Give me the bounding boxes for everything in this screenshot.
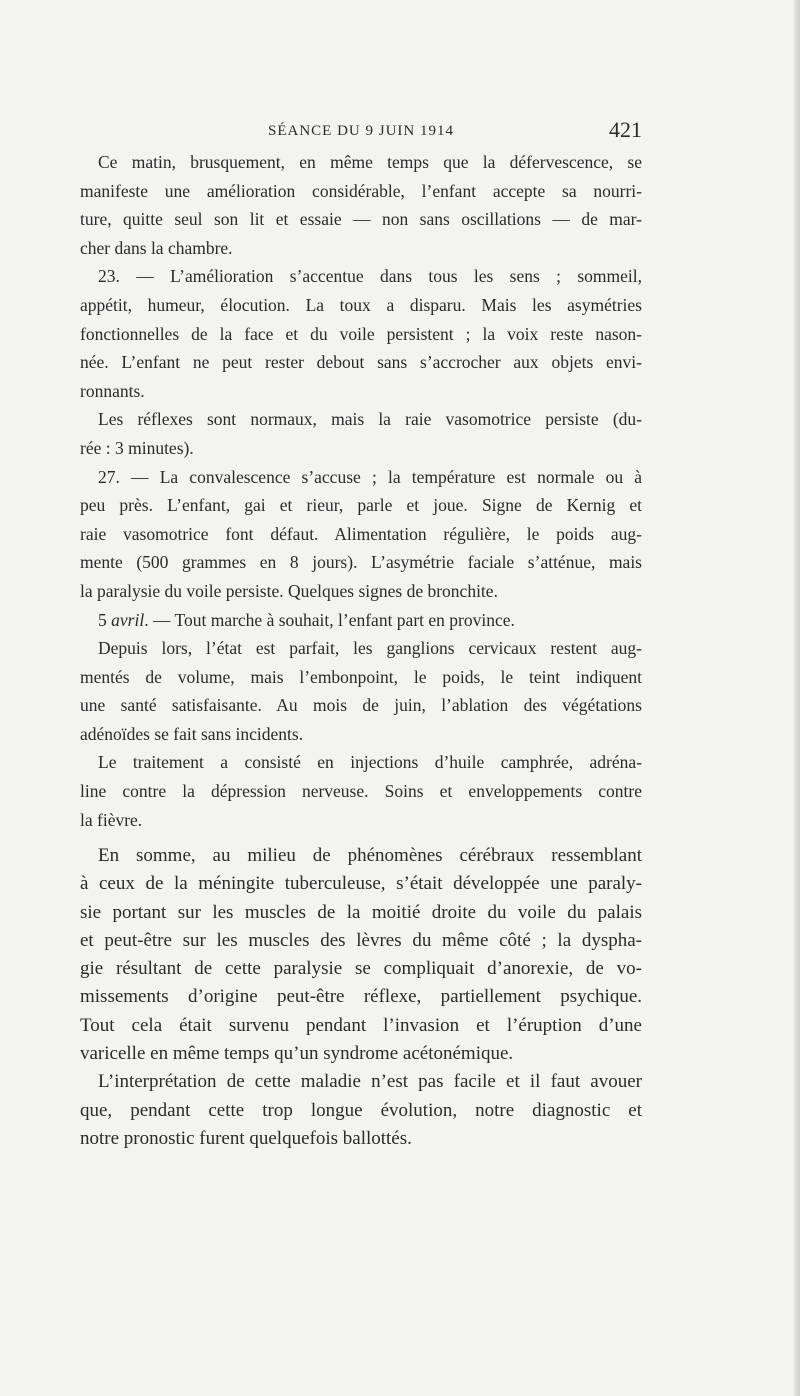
- summary-section: [80, 842, 642, 1153]
- text-line: adénoïdes se fait sans incidents.: [80, 723, 304, 744]
- text-line: fonctionnelles de la face et du voile persistent ; la voix reste nason-: [80, 323, 642, 344]
- text-line: Les réflexes sont normaux, mais la raie vasomotrice persiste (du-: [98, 409, 642, 430]
- case-notes-section: [80, 148, 642, 834]
- text-line: appétit, humeur, élocution. La toux a disparu. Mais les asymétries: [80, 294, 642, 315]
- text-line: que, pendant cette trop longue évolution, notre diagnostic et: [80, 1099, 642, 1121]
- text-line: ture, quitte seul son lit et essaie — non sans oscillations — de mar-: [80, 209, 642, 230]
- text-line: la paralysie du voile persiste. Quelques signes de bronchite.: [80, 580, 498, 601]
- text-line: line contre la dépression nerveuse. Soins et enveloppements contre: [80, 781, 642, 802]
- text-line: 27. — La convalescence s’accuse ; la température est normale ou à: [98, 466, 642, 487]
- text-line: à ceux de la méningite tuberculeuse, s’était développée une paraly-: [80, 873, 642, 895]
- text-line: En somme, au milieu de phénomènes cérébraux ressemblant: [98, 845, 642, 866]
- text-line: mente (500 grammes en 8 jours). L’asymétrie faciale s’atténue, mais: [80, 552, 642, 573]
- paragraph: [80, 148, 642, 262]
- text-line: une santé satisfaisante. Au mois de juin, l’ablation des végétations: [80, 695, 642, 716]
- text-line: cher dans la chambre.: [80, 237, 233, 258]
- text-line: missements d’origine peut-être réflexe, partiellement psychique.: [80, 986, 642, 1008]
- running-title: SÉANCE DU 9 JUIN 1914: [268, 123, 454, 139]
- text-line: raie vasomotrice font défaut. Alimentation régulière, le poids aug-: [80, 523, 642, 544]
- text-line: mentés de volume, mais l’embonpoint, le poids, le teint indiquent: [80, 666, 642, 687]
- page-edge-shadow: [794, 0, 800, 1396]
- paragraph: [80, 748, 642, 834]
- text-line: gie résultant de cette paralysie se compliquait d’anorexie, de vo-: [80, 958, 642, 980]
- page-header: [80, 117, 642, 147]
- paragraph: [80, 262, 642, 405]
- text-line: 23. — L’amélioration s’accentue dans tous les sens ; sommeil,: [98, 266, 642, 287]
- text-line: née. L’enfant ne peut rester debout sans s’accrocher aux objets envi-: [80, 352, 642, 373]
- text-line: notre pronostic furent quelquefois ballottés.: [80, 1127, 412, 1149]
- text-line: rée : 3 minutes).: [80, 437, 194, 458]
- page-number: 421: [609, 117, 642, 142]
- paragraph: [80, 463, 642, 606]
- text-line: sie portant sur les muscles de la moitié droite du voile du palais: [80, 901, 642, 923]
- paragraph: [80, 842, 642, 1068]
- paragraph: [80, 405, 642, 462]
- text-line: 5 avril. — Tout marche à souhait, l’enfant part en province.: [98, 609, 515, 630]
- text-line: la fièvre.: [80, 809, 143, 830]
- paragraph: [80, 634, 642, 748]
- text-line: peu près. L’enfant, gai et rieur, parle et joue. Signe de Kernig et: [80, 495, 642, 516]
- text-line: Ce matin, brusquement, en même temps que la défervescence, se: [98, 152, 642, 172]
- text-line: ronnants.: [80, 380, 145, 401]
- text-line: Tout cela était survenu pendant l’invasion et l’éruption d’une: [80, 1014, 642, 1036]
- date-italic: avril: [111, 609, 145, 630]
- paragraph: [80, 1068, 642, 1153]
- text-line: L’interprétation de cette maladie n’est pas facile et il faut avouer: [98, 1071, 642, 1093]
- text-line: manifeste une amélioration considérable, l’enfant accepte sa nourri-: [80, 180, 642, 201]
- text-line: varicelle en même temps qu’un syndrome acétonémique.: [80, 1043, 514, 1065]
- text-line: et peut-être sur les muscles des lèvres du même côté ; la dyspha-: [80, 929, 642, 951]
- paragraph: [80, 606, 642, 635]
- text-line: Le traitement a consisté en injections d’huile camphrée, adréna-: [98, 752, 642, 773]
- text-line: Depuis lors, l’état est parfait, les ganglions cervicaux restent aug-: [98, 638, 642, 659]
